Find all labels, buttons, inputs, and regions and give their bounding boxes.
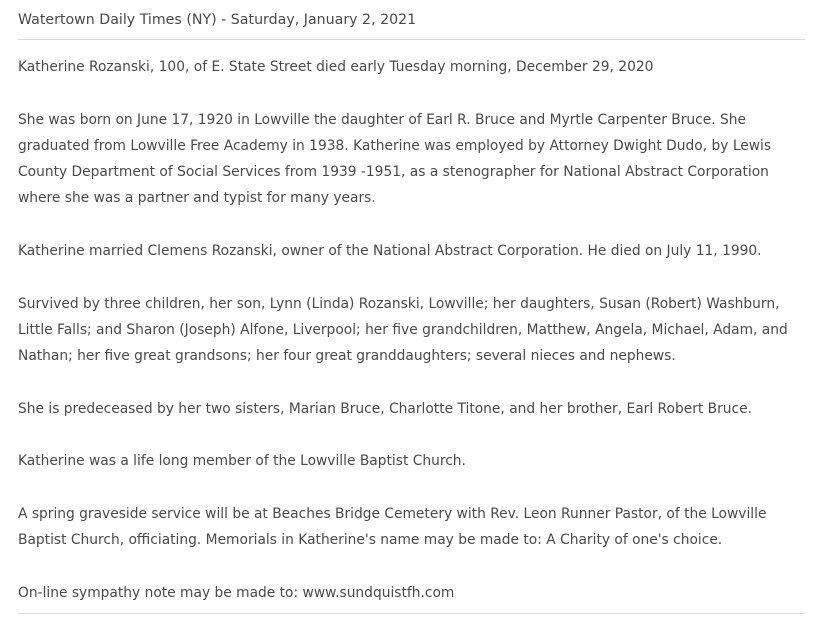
obituary-paragraph-predeceased: She is predeceased by her two sisters, Marian Bruce, Charlotte Titone, and her brother, Earl Robert Bruce.: [18, 400, 753, 417]
obituary-paragraph-survivors: Survived by three children, her son, Lynn (Linda) Rozanski, Lowville; her daughters, Susan (Robert) Washburn, Little Falls; and Sharon (Joseph) Alfone, Liverpool; her five grandchildren, Matthew, Angela, Michael, Adam, and Nathan; her five great grandsons; her four great granddaughters; several nieces and nephews.: [18, 295, 788, 365]
obituary-paragraph-intro: Katherine Rozanski, 100, of E. State Street died early Tuesday morning, December 29, 2020: [18, 59, 654, 75]
header-divider: [18, 39, 805, 40]
footer-divider: [18, 613, 805, 614]
obituary-paragraph-marriage: Katherine married Clemens Rozanski, owner of the National Abstract Corporation. He died on July 11, 1990.: [18, 243, 762, 260]
publication-source: Watertown Daily Times (NY) - Saturday, January 2, 2021: [18, 12, 417, 28]
obituary-body: [18, 54, 808, 606]
obituary-paragraph-church: Katherine was a life long member of the Lowville Baptist Church.: [18, 453, 466, 470]
obituary-paragraph-biography: She was born on June 17, 1920 in Lowville the daughter of Earl R. Bruce and Myrtle Carpenter Bruce. She graduated from Lowville Free Academy in 1938. Katherine was employed by Attorney Dwight Dudo, by Lewis County Department of Social Services from 1939 -1951, as a stenographer for National Abstract Corporation where she was a partner and typist for many years.: [18, 111, 772, 207]
obituary-paragraph-sympathy: On-line sympathy note may be made to: www.sundquistfh.com: [18, 584, 455, 601]
obituary-paragraph-service: A spring graveside service will be at Beaches Bridge Cemetery with Rev. Leon Runner Pastor, of the Lowville Baptist Church, officiating. Memorials in Katherine's name may be made to: A Charity of one's choice.: [18, 506, 767, 549]
